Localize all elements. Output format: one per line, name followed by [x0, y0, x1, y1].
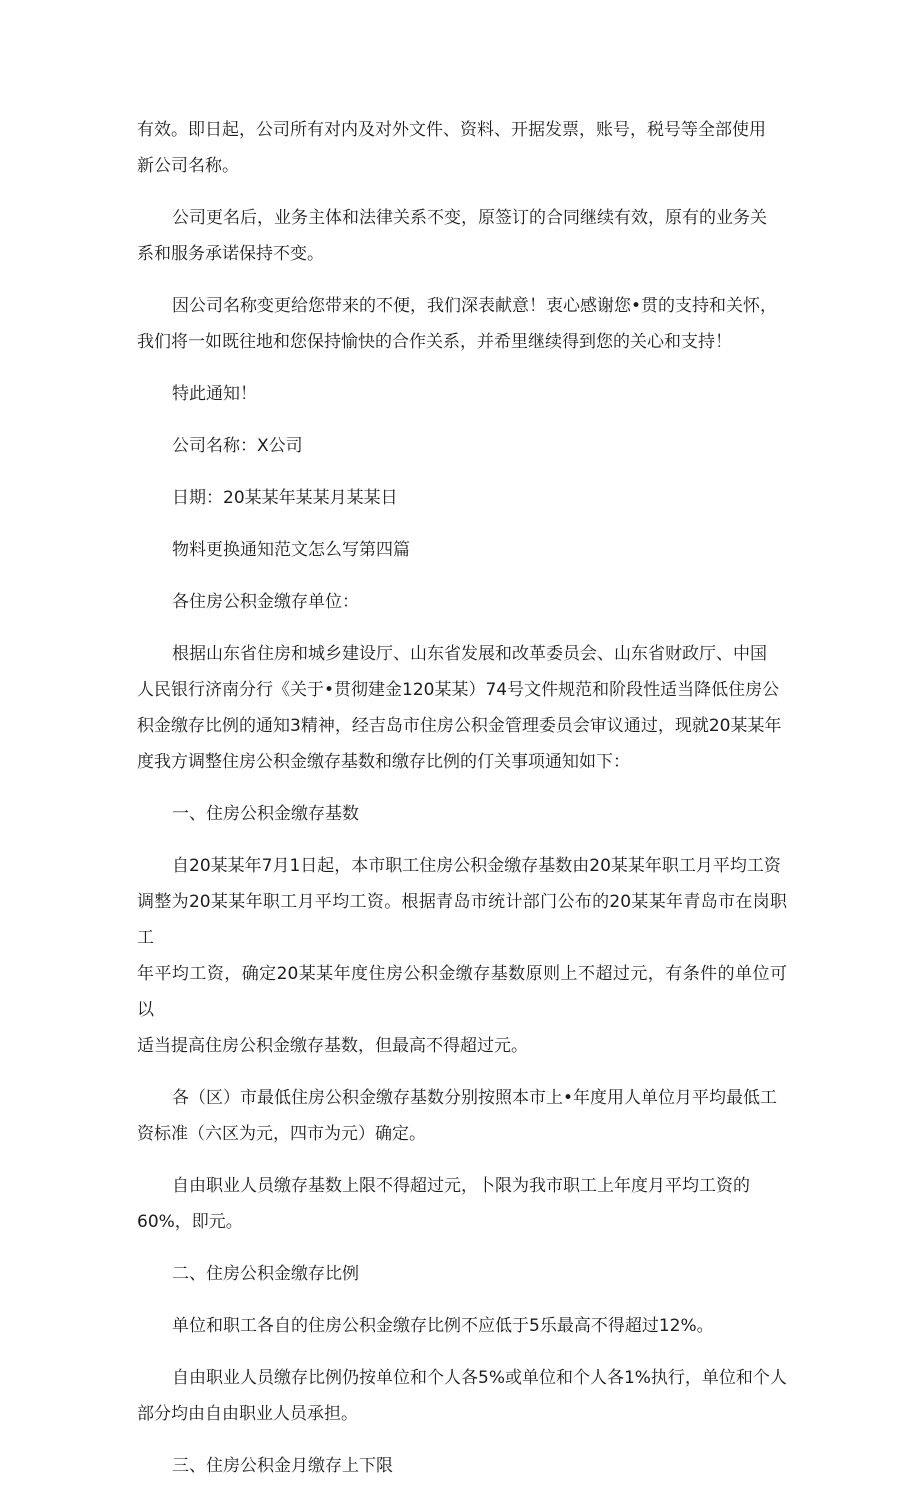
- salutation: 各住房公积金缴存单位：: [172, 592, 359, 612]
- paragraph-basis: [137, 636, 787, 780]
- text-line: 自20某某年7月1日起，本市职工住房公积金缴存基数由20某某年职工月平均工资: [172, 856, 781, 876]
- text-line: 积金缴存比例的通知3精神，经吉岛市住房公积金管理委员会审议通过，现就20某某年: [137, 716, 782, 736]
- text-line: 根据山东省住房和城乡建设厅、山东省发展和改革委员会、山东省财政厅、中国: [172, 644, 767, 664]
- paragraph-effective: [137, 112, 787, 184]
- notice-date: 日期：20某某年某某月某某日: [172, 488, 398, 508]
- paragraph-rename: [137, 200, 787, 272]
- text-line: 调整为20某某年职工月平均工资。根据青岛市统计部门公布的20某某年青岛市在岗职工: [137, 892, 787, 948]
- text-line: 年平均工资，确定20某某年度住房公积金缴存基数原则上不超过元，有条件的单位可以: [137, 964, 787, 1020]
- text-line: 度我方调整住房公积金缴存基数和缴存比例的仃关事项通知如下：: [137, 752, 630, 772]
- paragraph-ratio: [137, 1308, 787, 1344]
- text-line: 有效。即日起，公司所有对内及对外文件、资料、开据发票，账号，税号等全部使用: [137, 120, 766, 140]
- text-line: 自由职业人员缴存比例仍按单位和个人各5%或单位和个人各1%执行，单位和个人: [172, 1368, 787, 1388]
- paragraph-freelancer-base: [137, 1168, 787, 1240]
- text-line: 60%，即元。: [137, 1212, 243, 1232]
- text-line: 系和服务承诺保持不变。: [137, 244, 324, 264]
- document-body: [137, 112, 787, 1500]
- text-line: 人民银行济南分行《关于•贯彻建金120某某）74号文件规范和阶段性适当降低住房公: [137, 680, 780, 700]
- text-line: 因公司名称变更给您带来的不便，我们深表献意！衷心感谢您•贯的支持和关怀，: [172, 296, 778, 316]
- paragraph-base-adjustment: [137, 848, 787, 1064]
- company-name: 公司名称：X公司: [172, 436, 303, 456]
- heading-contribution-ratio: 二、住房公积金缴存比例: [172, 1264, 359, 1284]
- section-title: 物料更换通知范文怎么写第四篇: [172, 540, 410, 560]
- text-line: 部分均由自由职业人员承担。: [137, 1404, 358, 1424]
- text-line: 单位和职工各自的住房公积金缴存比例不应低于5乐最高不得超过12%。: [172, 1316, 714, 1336]
- heading-monthly-limits: 三、住房公积金月缴存上下限: [172, 1456, 393, 1476]
- text-line: 我们将一如既往地和您保持愉快的合作关系，并希里继续得到您的关心和支持！: [137, 332, 732, 352]
- text-line: 各（区）市最低住房公积金缴存基数分别按照本市上•年度用人单位月平均最低工: [172, 1088, 778, 1108]
- text-line: 新公司名称。: [137, 156, 239, 176]
- notice-line: 特此通知！: [172, 384, 257, 404]
- paragraph-freelancer-ratio: [137, 1360, 787, 1432]
- text-line: 资标准（六区为元，四市为元）确定。: [137, 1124, 426, 1144]
- paragraph-minimum-base: [137, 1080, 787, 1152]
- text-line: 自由职业人员缴存基数上限不得超过元，卜限为我市职工上年度月平均工资的: [172, 1176, 750, 1196]
- text-line: 适当提高住房公积金缴存基数，但最高不得超过元。: [137, 1036, 528, 1056]
- paragraph-apology: [137, 288, 787, 360]
- text-line: 公司更名后，业务主体和法律关系不变，原签订的合同继续有效，原有的业务关: [172, 208, 767, 228]
- heading-contribution-base: 一、住房公积金缴存基数: [172, 804, 359, 824]
